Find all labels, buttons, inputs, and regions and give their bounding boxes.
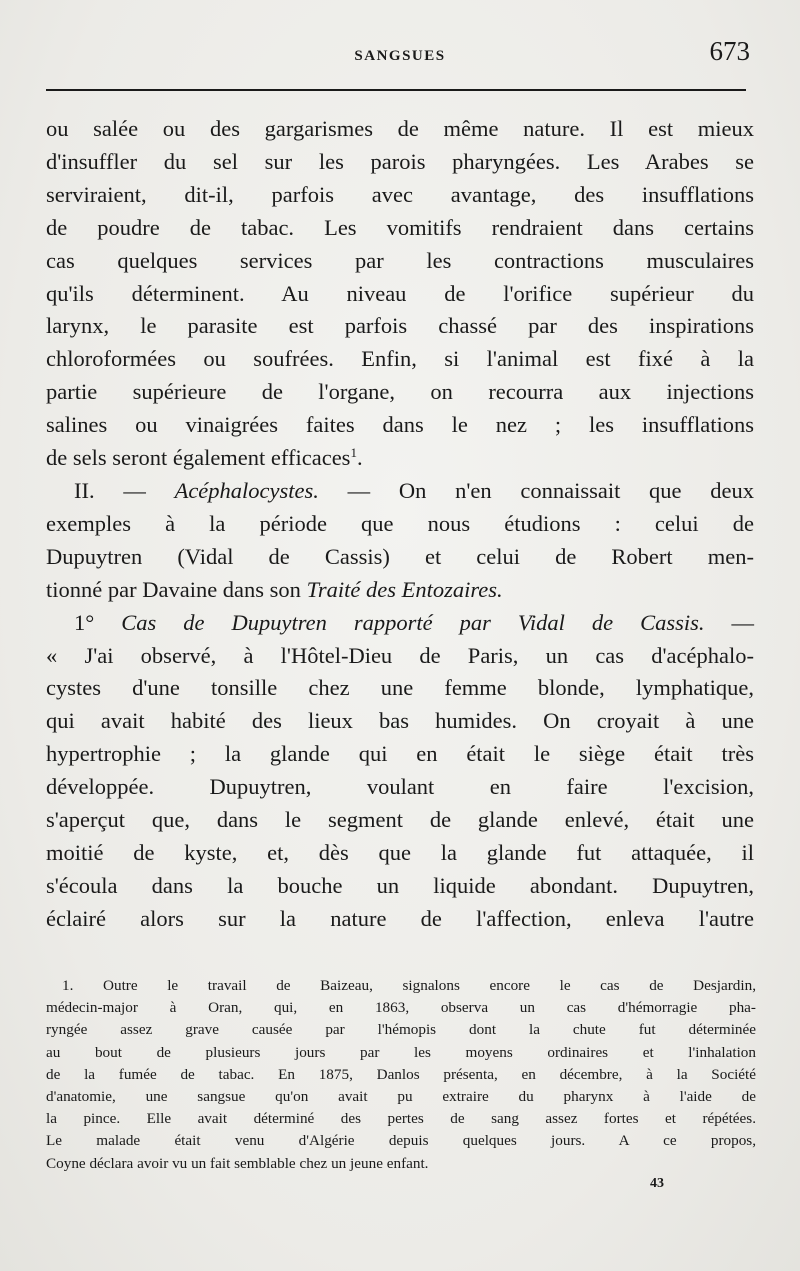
text-line: moitié de kyste, et, dès que la glande fut attaquée, il xyxy=(46,839,754,865)
section-numeral: II. — xyxy=(74,477,146,503)
text-line: larynx, le parasite est parfois chassé par des inspirations xyxy=(46,313,754,339)
text-line xyxy=(46,574,754,607)
footnote-line: d'anatomie, une sangsue qu'on avait pu extraire du pharynx à l'aide de xyxy=(46,1088,756,1106)
text-fragment: tionné par Davaine dans son xyxy=(46,576,301,602)
footnote-line: la pince. Elle avait déterminé des pertes de sang assez fortes et répétées. xyxy=(46,1110,756,1128)
text-line: Dupuytren (Vidal de Cassis) et celui de Robert men- xyxy=(46,543,754,569)
footnote-reference[interactable]: 1 xyxy=(350,445,357,461)
footnote-line: au bout de plusieurs jours par les moyens ordinaires et l'inhalation xyxy=(46,1043,756,1061)
footnote-line: 1. Outre le travail de Baizeau, signalons encore le cas de Desjardin, xyxy=(62,977,756,994)
case-title: Cas de Dupuytren rapporté par Vidal de Cassis. xyxy=(121,609,705,635)
text-line: partie supérieure de l'organe, on recourra aux injections xyxy=(46,379,754,405)
footnote-line: Le malade était venu d'Algérie depuis quelques jours. A ce propos, xyxy=(46,1132,756,1150)
page-number: 673 xyxy=(709,36,750,66)
footnote-line: ryngée assez grave causée par l'hémopis dont la chute fut déterminée xyxy=(46,1021,756,1039)
footnote-line: Coyne déclara avoir vu un fait semblable chez un jeune enfant. xyxy=(46,1154,429,1172)
header-rule xyxy=(46,89,746,91)
text-line: exemples à la période que nous étudions : celui de xyxy=(46,510,754,536)
text-line: cystes d'une tonsille chez une femme blonde, lymphatique, xyxy=(46,675,754,701)
case-number: 1° xyxy=(74,609,122,635)
text-line: de poudre de tabac. Les vomitifs rendraient dans certains xyxy=(46,214,754,240)
text-line: s'écoula dans la bouche un liquide abondant. Dupuytren, xyxy=(46,872,754,898)
text-line: ou salée ou des gargarismes de même nature. Il est mieux xyxy=(46,116,754,141)
main-text xyxy=(46,113,754,936)
section-heading-line xyxy=(46,475,754,508)
text-line: « J'ai observé, à l'Hôtel-Dieu de Paris, un cas d'acéphalo- xyxy=(46,642,754,668)
text-line: qu'ils déterminent. Au niveau de l'orifice supérieur du xyxy=(46,280,754,306)
footnote-line: de la fumée de tabac. En 1875, Danlos présenta, en décembre, à la Société xyxy=(46,1065,756,1083)
text-fragment: — On n'en connaissait que deux xyxy=(347,477,755,503)
text-line: d'insuffler du sel sur les parois pharyngées. Les Arabes se xyxy=(46,148,754,174)
text-line: s'aperçut que, dans le segment de glande enlevé, était une xyxy=(46,807,754,833)
text-line: hypertrophie ; la glande qui en était le siège était très xyxy=(46,741,754,767)
text-line: serviraient, dit-il, parfois avec avantage, des insufflations xyxy=(46,181,754,207)
text-line: de sels seront également efficaces$^1$. xyxy=(46,445,363,471)
section-title: Acéphalocystes. xyxy=(174,477,319,503)
running-title: SANGSUES xyxy=(354,48,446,64)
book-title: Traité des Entozaires. xyxy=(306,576,503,602)
text-line: qui avait habité des lieux bas humides. On croyait à une xyxy=(46,708,754,734)
running-head xyxy=(46,36,754,76)
footnote-block xyxy=(46,975,756,1175)
footnote-line: médecin-major à Oran, qui, en 1863, observa un cas d'hémorragie pha- xyxy=(46,999,756,1017)
text-line: cas quelques services par les contractions musculaires xyxy=(46,247,754,273)
signature-mark: 43 xyxy=(650,1176,664,1191)
text-line: salines ou vinaigrées faites dans le nez ; les insufflations xyxy=(46,412,754,438)
text-line: éclairé alors sur la nature de l'affection, enleva l'autre xyxy=(46,905,754,931)
case-heading-line xyxy=(46,607,754,640)
text-fragment: de sels seront également efficaces xyxy=(46,445,351,471)
case-dash: — xyxy=(704,609,755,635)
text-line: développée. Dupuytren, voulant en faire l'excision, xyxy=(46,774,754,800)
text-line: chloroformées ou soufrées. Enfin, si l'animal est fixé à la xyxy=(46,346,754,372)
